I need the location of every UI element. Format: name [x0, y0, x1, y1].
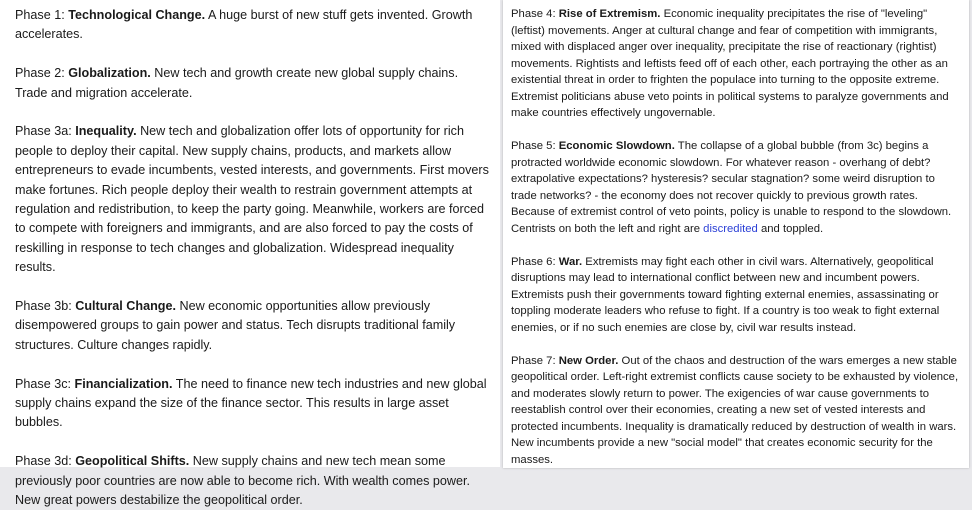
phase-title: Geopolitical Shifts. — [75, 454, 190, 469]
phase-3a-paragraph — [15, 122, 490, 277]
phase-6-paragraph — [511, 254, 961, 337]
phase-text: New supply chains and new tech mean some previously poor countries are now able to become rich. With wealth comes power. New great powers destabilize the geopolitical order. — [15, 454, 470, 508]
phase-text: New economic opportunities allow previously disempowered groups to gain power and status. Tech disrupts traditional family structures. Culture changes rapidly. — [15, 299, 456, 352]
phase-text: Out of the chaos and destruction of the wars emerges a new stable geopolitical order. Left-right extremist conflicts cause society to be exhausted by violence, and moderates slowly return to power. The exigencies of war cause governments to reestablish control over their economies, creating a new set of vested interests and protected incumbents. Inequality is dramatically reduced by destruction of wealth in wars. New incumbents provide a new "social model" that creates economic security for the masses. — [511, 354, 959, 466]
phase-2-paragraph — [15, 64, 490, 103]
phase-label: Phase 3c: — [15, 376, 75, 391]
phase-label: Phase 7: — [511, 354, 559, 367]
phase-3b-paragraph — [15, 297, 490, 355]
phase-1-paragraph — [15, 6, 490, 45]
phase-3c-paragraph — [15, 375, 490, 433]
phase-5-paragraph — [511, 138, 961, 237]
phase-label: Phase 5: — [511, 140, 559, 152]
phase-label: Phase 6: — [511, 255, 559, 268]
right-document-panel — [503, 0, 969, 468]
phase-title: War. — [558, 255, 583, 268]
phase-title: Inequality. — [75, 124, 137, 139]
phase-text: The collapse of a global bubble (from 3c) begins a protracted worldwide economic slowdown. For whatever reason - overhang of debt? extrapolative expectations? hysteresis? secular stagnation? some weird disruption to trade networks? - the economy does not recover quickly to previous growth rates. Because of extremist control of veto points, policy is unable to respond to the slowdown. Centrists on both the left and right are — [511, 140, 952, 235]
phase-title: Technological Change. — [68, 8, 206, 22]
phase-title: Cultural Change. — [75, 299, 176, 314]
phase-title: Financialization. — [74, 376, 173, 391]
phase-title: Economic Slowdown. — [558, 140, 675, 152]
phase-7-paragraph — [511, 353, 961, 469]
phase-title: New Order. — [558, 354, 619, 367]
phase-label: Phase 2: — [15, 66, 69, 81]
phase-text: New tech and globalization offer lots of opportunity for rich people to deploy their capital. New supply chains, products, and markets allow entrepreneurs to evade incumbents, vested interests, and governments. First movers make fortunes. Rich people deploy their wealth to restrain government attempts at regulation and redistribution, to keep the party going. Meanwhile, workers are forced to compete with foreigners and immigrants, and are also forced to pay the costs of reskilling in response to tech changes and globalization. Widespread inequality results. — [15, 124, 489, 275]
discredited-link[interactable]: discredited — [703, 222, 758, 235]
phase-text: The need to finance new tech industries and new global supply chains expand the size of the finance sector. This results in large asset bubbles. — [15, 376, 487, 430]
phase-title: Globalization. — [68, 66, 151, 81]
phase-text: Economic inequality precipitates the rise of "leveling" (leftist) movements. Anger at cultural change and fear of competition with immigrants, mixed with displaced anger over inequality, precipitate the rise of reactionary (rightist) movements. Rightists and leftists feed off of each other, each portraying the other as an existential threat in order to frighten the populace into turning to the opposite extreme. Extremist politicians abuse veto points in political systems to paralyze governments and make countries effectively ungovernable. — [511, 8, 949, 119]
phase-label: Phase 3d: — [15, 454, 76, 469]
phase-label: Phase 3a: — [15, 124, 76, 139]
phase-label: Phase 4: — [511, 8, 559, 20]
phase-4-paragraph — [511, 6, 961, 122]
phase-label: Phase 1: — [15, 8, 69, 22]
phase-text: New tech and growth create new global supply chains. Trade and migration accelerate. — [15, 66, 459, 100]
phase-text: Extremists may fight each other in civil wars. Alternatively, geopolitical disruptions may lead to international conflict between new and incumbent powers. Extremists push their governments toward fighting external enemies, assassinating or toppling moderate leaders who refuse to fight. If a country is too weak to fight external enemies, or if no such enemies are close by, civil war results instead. — [511, 255, 940, 334]
phase-text-end: and toppled. — [757, 222, 824, 235]
phase-3d-paragraph — [15, 452, 490, 510]
phase-title: Rise of Extremism. — [558, 8, 661, 20]
phase-text: A huge burst of new stuff gets invented. Growth accelerates. — [15, 8, 473, 42]
phase-label: Phase 3b: — [15, 299, 76, 314]
